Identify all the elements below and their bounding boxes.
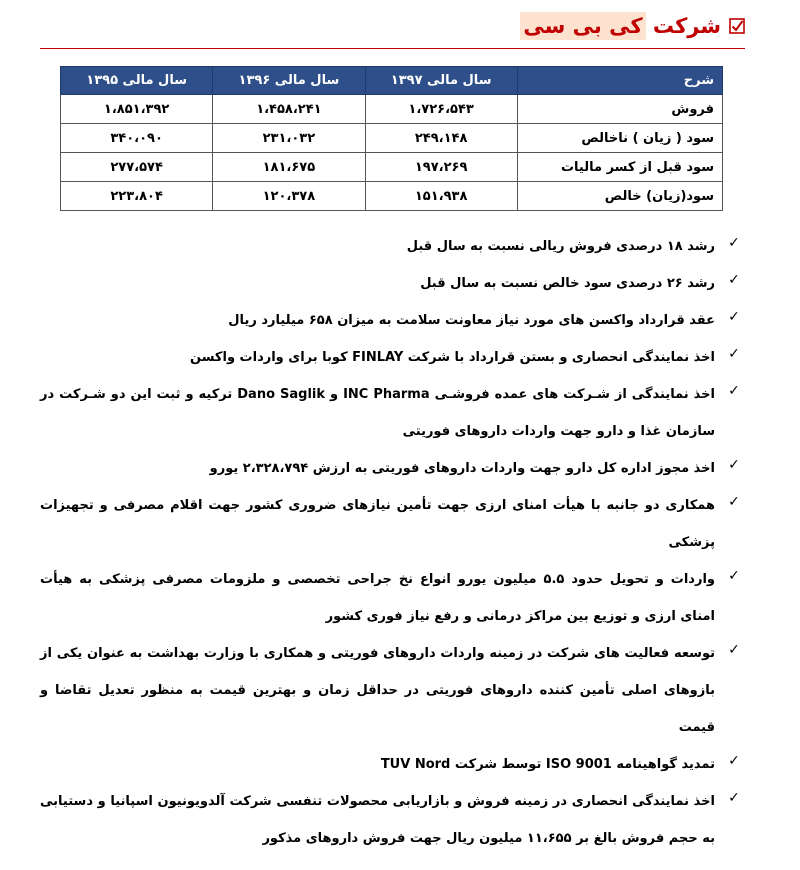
check-mark-icon: ✓ <box>728 346 740 362</box>
table-cell: ۱۸۱،۶۷۵ <box>213 153 365 182</box>
table-cell: ۱،۴۵۸،۲۴۱ <box>213 95 365 124</box>
list-item-text: عقد قرارداد واکسن های مورد نیاز معاونت سلامت به میزان ۶۵۸ میلیارد ریال <box>228 313 715 328</box>
list-item-text: توسعه فعالیت های شرکت در زمینه واردات داروهای فوریتی و همکاری با وزارت بهداشت به عنوان یکی از بازوهای اصلی تأمین کننده داروهای فوریتی در حداقل زمان و بهترین قیمت به منظور تعدیل تقاضا و قیمت <box>40 646 715 735</box>
table-cell: ۱۲۰،۳۷۸ <box>213 182 365 211</box>
list-item-text: رشد ۲۶ درصدی سود خالص نسبت به سال قبل <box>420 276 715 291</box>
list-item <box>40 376 740 450</box>
check-mark-icon: ✓ <box>728 272 740 288</box>
list-item <box>40 450 740 487</box>
list-item-text: رشد ۱۸ درصدی فروش ریالی نسبت به سال قبل <box>406 239 715 254</box>
table-row <box>61 153 723 182</box>
check-mark-icon: ✓ <box>728 383 740 399</box>
table-cell: فروش <box>517 95 722 124</box>
page-title <box>520 14 721 38</box>
list-item <box>40 561 740 635</box>
table-row <box>61 124 723 153</box>
list-item-text: اخذ نمایندگی انحصاری و بستن قرارداد با شرکت FINLAY کوبا برای واردات واکسن <box>190 350 715 365</box>
check-mark-icon: ✓ <box>728 790 740 806</box>
table-header-row <box>61 67 723 95</box>
table-cell: ۱،۷۲۶،۵۴۳ <box>365 95 517 124</box>
check-mark-icon: ✓ <box>728 753 740 769</box>
list-item-text: تمدید گواهینامه ISO 9001 توسط شرکت TUV Nord <box>380 757 715 772</box>
check-mark-icon: ✓ <box>728 235 740 251</box>
table-cell: ۱،۸۵۱،۳۹۲ <box>61 95 213 124</box>
table-cell: ۱۵۱،۹۳۸ <box>365 182 517 211</box>
check-mark-icon: ✓ <box>728 457 740 473</box>
title-prefix: شرکت <box>645 14 721 38</box>
list-item <box>40 783 740 857</box>
table-cell: ۲۳۱،۰۳۲ <box>213 124 365 153</box>
list-item-text: اخذ نمایندگی انحصاری در زمینه فروش و بازاریابی محصولات تنفسی شرکت آلدویونیون اسپانیا و دستیابی به حجم فروش بالغ بر ۱۱،۶۵۵ میلیون ریال جهت فروش داروهای مذکور <box>40 794 715 846</box>
list-item <box>40 746 740 783</box>
check-mark-icon: ✓ <box>728 568 740 584</box>
table-cell: سود(زیان) خالص <box>517 182 722 211</box>
table-cell: ۲۲۳،۸۰۴ <box>61 182 213 211</box>
list-item <box>40 635 740 746</box>
table-cell: ۱۹۷،۲۶۹ <box>365 153 517 182</box>
list-item-text: اخذ نمایندگی از شـرکت های عمده فروشـی INC Pharma و Dano Saglik ترکیه و ثبت این دو شـرکت در سازمان غذا و دارو جهت واردات داروهای فوریتی <box>40 387 715 439</box>
list-item <box>40 265 740 302</box>
table-row <box>61 95 723 124</box>
list-item-text: واردات و تحویل حدود ۵.۵ میلیون یورو انواع نخ جراحی تخصصی و ملزومات مصرفی پزشکی به هیأت امنای ارزی و توزیع بین مراکز درمانی و رفع نیاز فوری کشور <box>40 572 715 624</box>
table-cell: ۲۷۷،۵۷۴ <box>61 153 213 182</box>
column-header: سال مالی ۱۳۹۶ <box>213 67 365 95</box>
check-mark-icon: ✓ <box>728 642 740 658</box>
check-mark-icon: ✓ <box>728 309 740 325</box>
title-highlight: کی بی سی <box>520 12 645 40</box>
check-mark-icon: ✓ <box>728 494 740 510</box>
list-item <box>40 228 740 265</box>
checkbox-check-icon <box>729 18 745 34</box>
list-item <box>40 302 740 339</box>
column-header: سال مالی ۱۳۹۵ <box>61 67 213 95</box>
achievements-list <box>40 228 740 857</box>
list-item <box>40 339 740 376</box>
table-cell: سود ( زیان ) ناخالص <box>517 124 722 153</box>
column-header: شرح <box>517 67 722 95</box>
table-cell: ۳۴۰،۰۹۰ <box>61 124 213 153</box>
column-header: سال مالی ۱۳۹۷ <box>365 67 517 95</box>
list-item-text: اخذ مجوز اداره کل دارو جهت واردات داروهای فوریتی به ارزش ۲،۳۲۸،۷۹۴ یورو <box>209 461 715 476</box>
list-item <box>40 487 740 561</box>
table-cell: ۲۴۹،۱۴۸ <box>365 124 517 153</box>
table-row <box>61 182 723 211</box>
table-cell: سود قبل از کسر مالیات <box>517 153 722 182</box>
page-header <box>40 10 745 49</box>
list-item-text: همکاری دو جانبه با هیأت امنای ارزی جهت تأمین نیازهای ضروری کشور جهت اقلام مصرفی و تجهیزات پزشکی <box>40 498 715 550</box>
financial-table <box>60 66 723 211</box>
